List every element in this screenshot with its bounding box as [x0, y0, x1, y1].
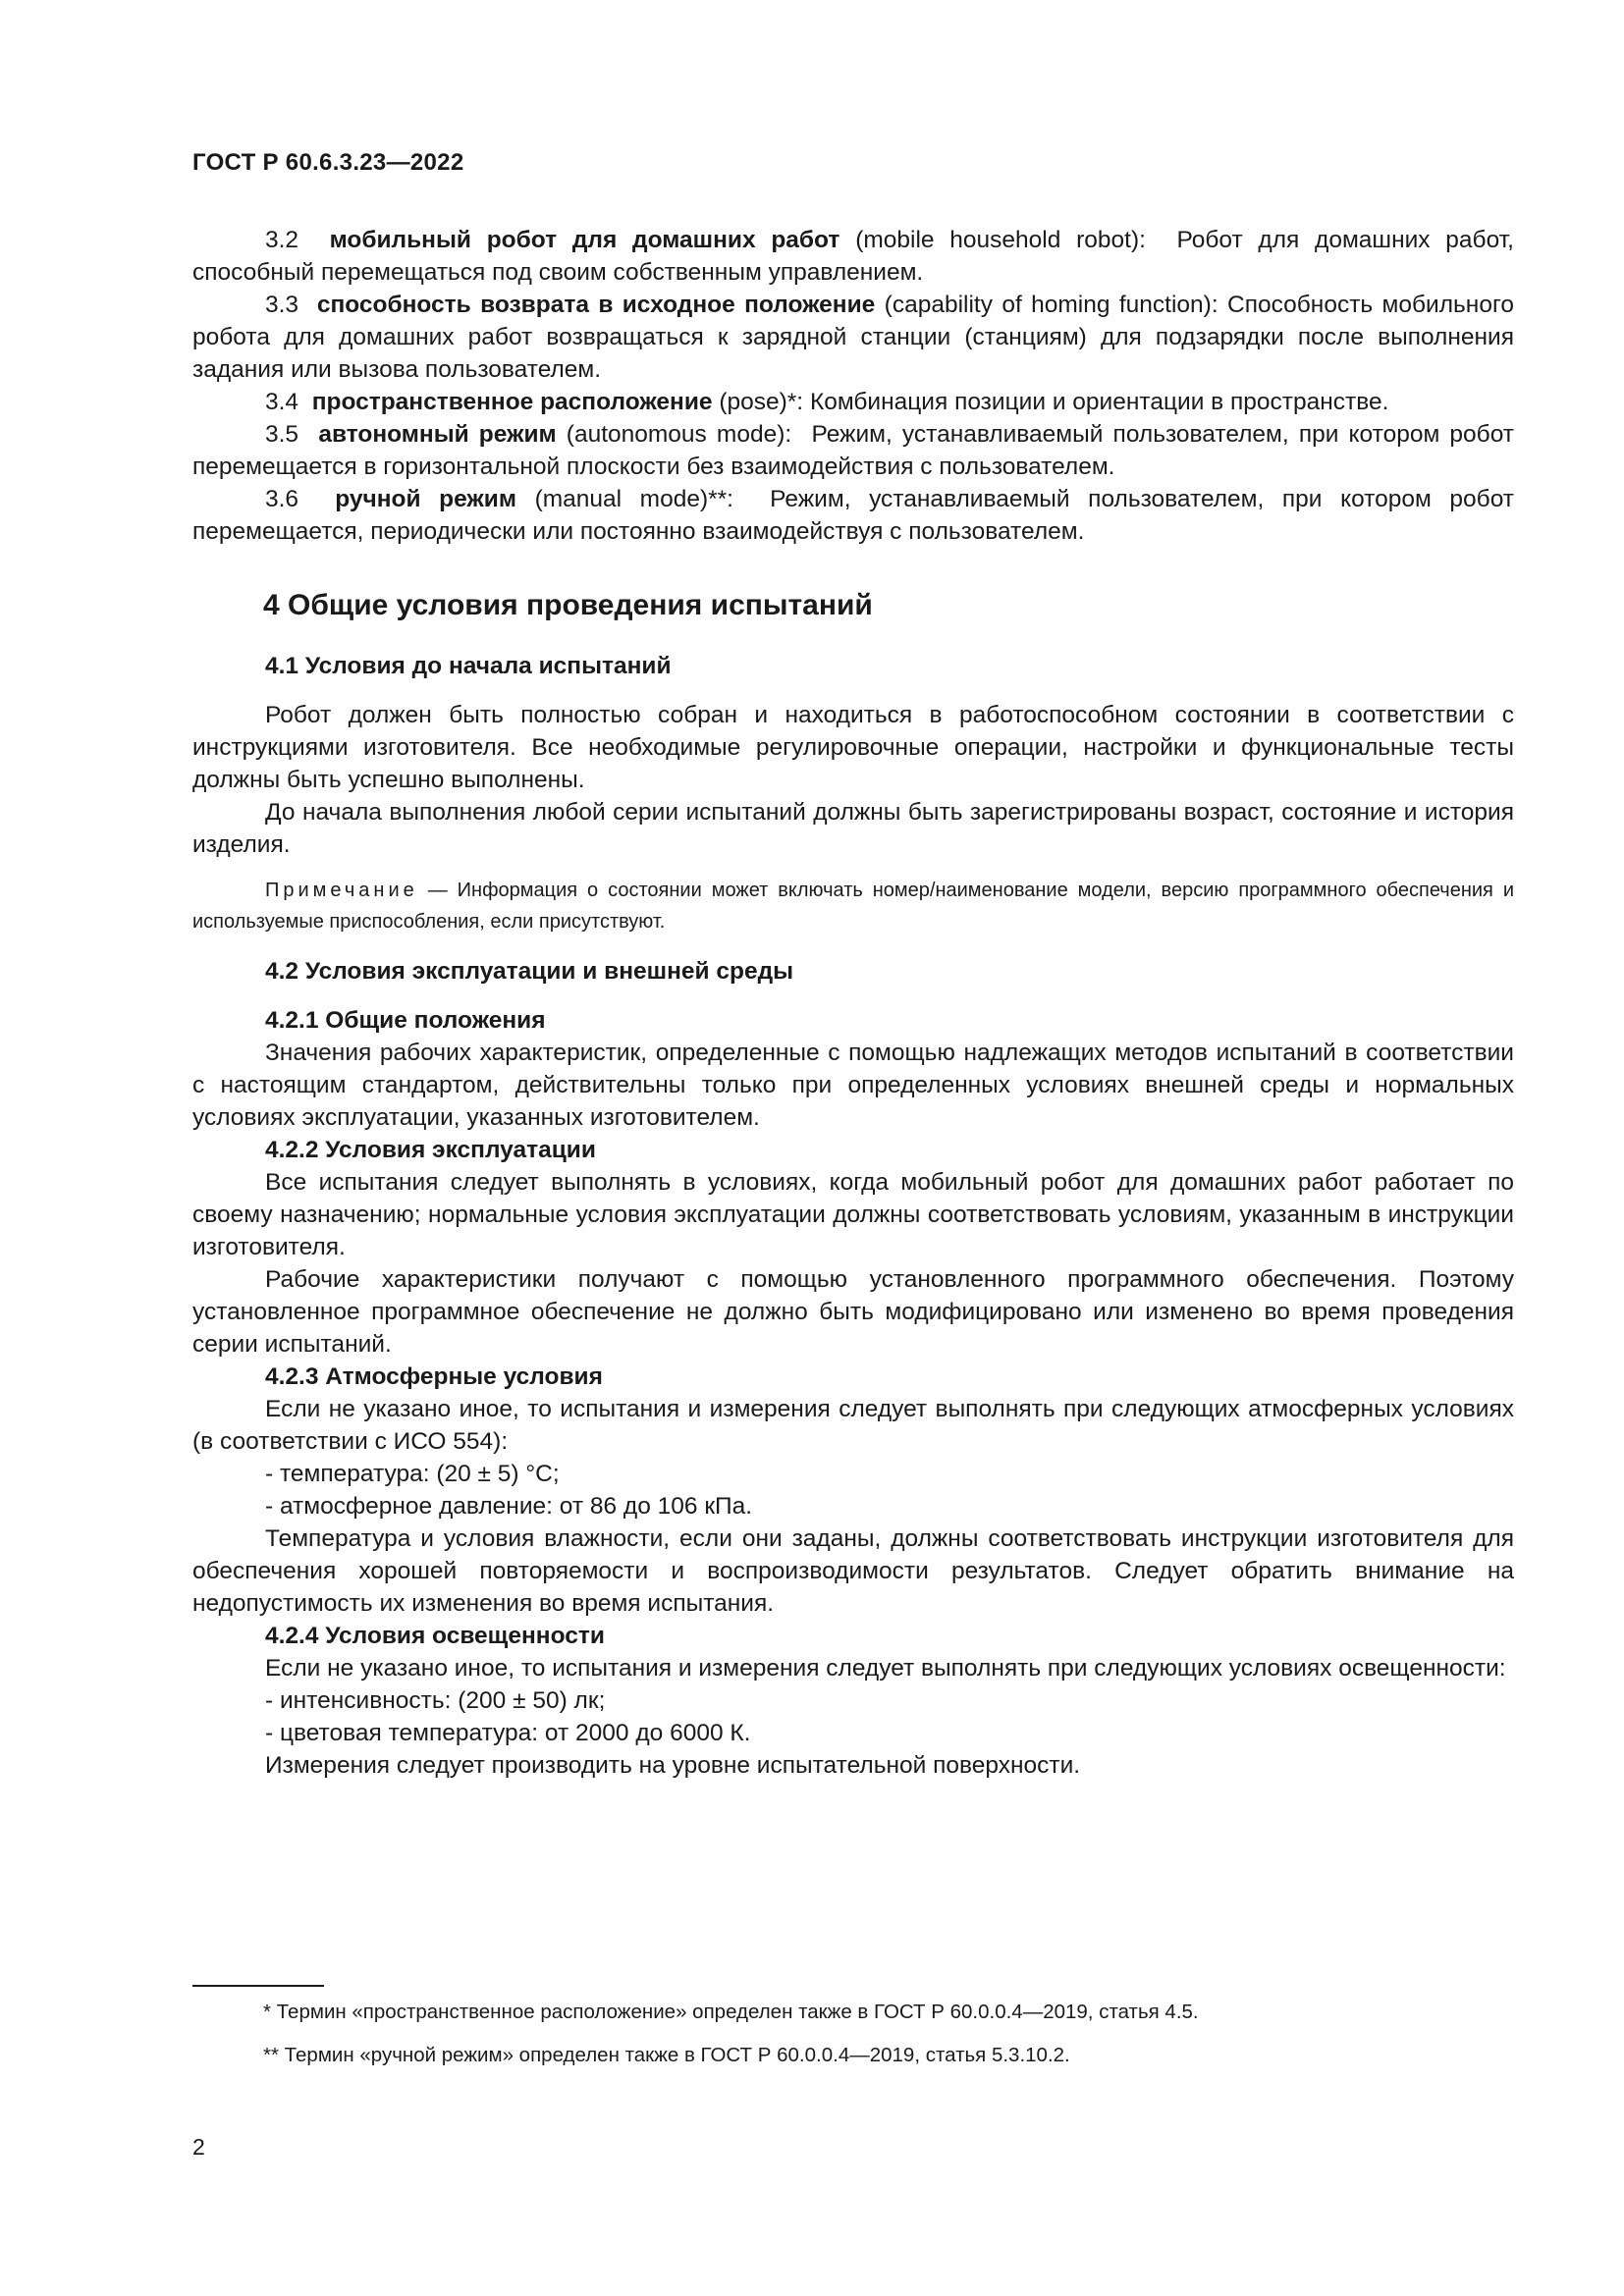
section-4-2-4-title: 4.2.4 Условия освещенности: [265, 1623, 605, 1649]
term-name: способность возврата в исходное положение: [316, 292, 876, 318]
document-header: ГОСТ Р 60.6.3.23—2022: [192, 149, 464, 176]
section-4-2-2-title: 4.2.2 Условия эксплуатации: [265, 1137, 596, 1163]
term-3-4: [192, 386, 1514, 418]
term-number: 3.4: [265, 389, 299, 415]
term-definition: Комбинация позиции и ориентации в пространстве.: [809, 389, 1389, 415]
document-body: [192, 224, 1514, 1782]
footnote-divider: [192, 1985, 324, 1987]
paragraph: Значения рабочих характеристик, определенные с помощью надлежащих методов испытаний в соответствии с настоящим стандартом, действительны только при определенных условиях внешней среды и нормальных условиях эксплуатации, указанных изготовителем.: [192, 1040, 1514, 1131]
term-3-3: [192, 289, 1514, 386]
section-4-1-title: 4.1 Условия до начала испытаний: [265, 653, 672, 679]
note-text: — Информация о состоянии может включать номер/наименование модели, версию программного обеспечения и используемые приспособления, если присутствуют.: [192, 880, 1514, 933]
footnotes: [192, 1991, 1514, 2077]
term-name: мобильный робот для домашних работ: [329, 227, 840, 253]
term-english: (autonomous mode):: [566, 421, 792, 448]
term-english: (manual mode)**:: [534, 486, 733, 512]
page-number: 2: [192, 2134, 205, 2160]
term-name: пространственное расположение: [311, 389, 713, 415]
term-3-6: [192, 483, 1514, 548]
term-number: 3.2: [265, 227, 299, 253]
section-4-2-title: 4.2 Условия эксплуатации и внешней среды: [265, 958, 794, 985]
note-label: Примечание: [265, 880, 418, 901]
section-4-title: 4 Общие условия проведения испытаний: [263, 589, 873, 621]
term-definition: Способность мобильного робота для домашних работ возвращаться к зарядной станции (станциям) для подзарядки после выполнения задания или вызова пользователем.: [192, 292, 1514, 383]
list-item: - интенсивность: (200 ± 50) лк;: [265, 1687, 606, 1714]
paragraph: Робот должен быть полностью собран и находиться в работоспособном состоянии в соответствии с инструкциями изготовителя. Все необходимые регулировочные операции, настройки и функциональные тесты должны быть успешно выполнены.: [192, 702, 1514, 793]
paragraph: Если не указано иное, то испытания и измерения следует выполнять при следующих атмосферных условиях (в соответствии с ИСО 554):: [192, 1396, 1514, 1455]
term-definition: Режим, устанавливаемый пользователем, при котором робот перемещается, периодически или постоянно взаимодействуя с пользователем.: [192, 486, 1515, 545]
footnote: * Термин «пространственное расположение» определен также в ГОСТ Р 60.0.0.4—2019, статья 4.5.: [263, 2001, 1199, 2023]
term-name: автономный режим: [318, 421, 557, 448]
footnote: ** Термин «ручной режим» определен также в ГОСТ Р 60.0.0.4—2019, статья 5.3.10.2.: [263, 2044, 1070, 2066]
term-definition: Режим, устанавливаемый пользователем, при котором робот перемещается в горизонтальной плоскости без взаимодействия с пользователем.: [192, 421, 1515, 480]
paragraph: Все испытания следует выполнять в условиях, когда мобильный робот для домашних работ работает по своему назначению; нормальные условия эксплуатации должны соответствовать условиям, указанным в инструкции изготовителя.: [192, 1169, 1514, 1260]
list-item: - атмосферное давление: от 86 до 106 кПа.: [265, 1493, 753, 1520]
paragraph: Измерения следует производить на уровне испытательной поверхности.: [265, 1752, 1081, 1779]
paragraph: Температура и условия влажности, если они заданы, должны соответствовать инструкции изготовителя для обеспечения хорошей повторяемости и воспроизводимости результатов. Следует обратить внимание на недопустимость их изменения во время испытания.: [192, 1525, 1514, 1617]
term-english: (capability of homing function):: [884, 292, 1218, 318]
term-3-2: [192, 224, 1514, 289]
section-4-2-1-title: 4.2.1 Общие положения: [265, 1007, 546, 1034]
term-number: 3.6: [265, 486, 299, 512]
list-item: - цветовая температура: от 2000 до 6000 К.: [265, 1720, 751, 1746]
term-number: 3.5: [265, 421, 299, 448]
paragraph: До начала выполнения любой серии испытаний должны быть зарегистрированы возраст, состояние и история изделия.: [192, 799, 1514, 858]
term-english: (mobile household robot):: [855, 227, 1146, 253]
note: [192, 875, 1514, 937]
section-4-2-3-title: 4.2.3 Атмосферные условия: [265, 1363, 603, 1390]
list-item: - температура: (20 ± 5) °С;: [265, 1461, 560, 1487]
term-english: (pose)*:: [719, 389, 804, 415]
paragraph: Если не указано иное, то испытания и измерения следует выполнять при следующих условиях освещенности:: [265, 1655, 1506, 1682]
term-number: 3.3: [265, 292, 299, 318]
paragraph: Рабочие характеристики получают с помощью установленного программного обеспечения. Поэтому установленное программное обеспечение не должно быть модифицировано или изменено во время проведения серии испытаний.: [192, 1266, 1514, 1358]
term-name: ручной режим: [335, 486, 516, 512]
term-definition: Робот для домашних работ, способный перемещаться под своим собственным управлением.: [192, 227, 1514, 286]
term-3-5: [192, 418, 1514, 483]
